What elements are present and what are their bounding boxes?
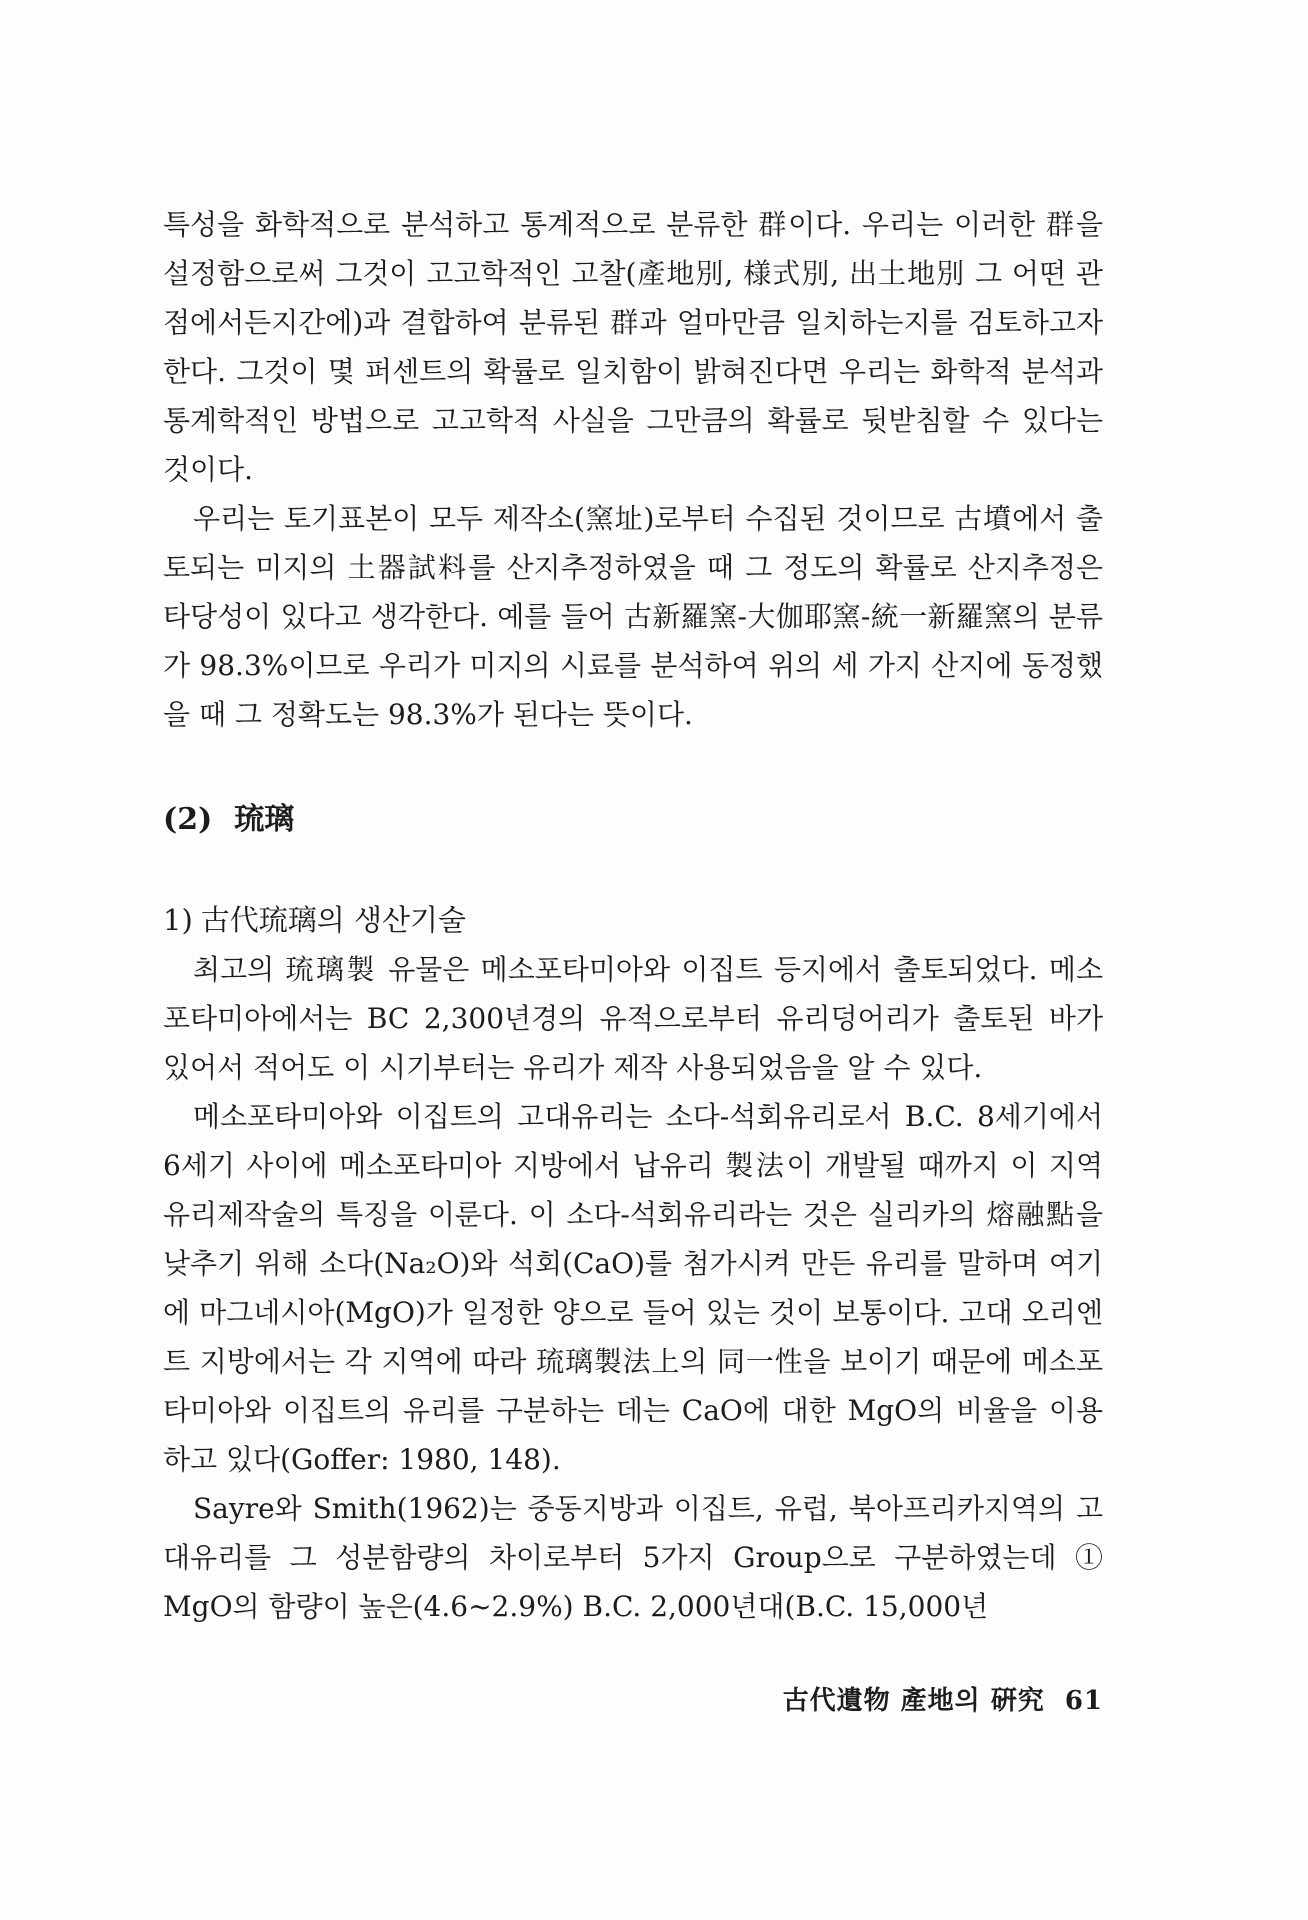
page-footer <box>783 1680 1103 1717</box>
paragraph-sayre-smith: Sayre와 Smith(1962)는 중동지방과 이집트, 유럽, 북아프리카지역의 고대유리를 그 성분함량의 차이로부터 5가지 Group으로 구분하였는데 ① MgO의 함량이 높은(4.6~2.9%) B.C. 2,000년대(B.C. 15,000년 <box>163 1492 1103 1623</box>
running-title: 古代遺物 產地의 硏究 <box>782 1686 1045 1716</box>
section-number: (2) <box>163 802 213 837</box>
paragraph-soda-lime-glass: 메소포타미아와 이집트의 고대유리는 소다-석회유리로서 B.C. 8세기에서 6세기 사이에 메소포타미아 지방에서 납유리 製法이 개발될 때까지 이 지역 유리제작술의 특징을 이룬다. 이 소다-석회유리라는 것은 실리카의 熔融點을 낮추기 위해 소다(Na₂O)와 석회(CaO)를 첨가시켜 만든 유리를 말하며 여기에 마그네시아(MgO)가 일정한 양으로 들어 있는 것이 보통이다. 고대 오리엔트 지방에서는 각 지역에 따라 琉璃製法上의 同一性을 보이기 때문에 메소포타미아와 이집트의 유리를 구분하는 데는 CaO에 대한 MgO의 비율을 이용하고 있다(Goffer: 1980, 148). <box>163 1100 1103 1476</box>
body-text <box>163 200 1103 1631</box>
paragraph-oldest-glass: 최고의 琉璃製 유물은 메소포타미아와 이집트 등지에서 출토되었다. 메소포타미아에서는 BC 2,300년경의 유적으로부터 유리덩어리가 출토된 바가 있어서 적어도 이 시기부터는 유리가 제작 사용되었음을 알 수 있다. <box>163 953 1103 1084</box>
section-title: 琉璃 <box>234 802 295 837</box>
subsection-number: 1) <box>163 903 193 937</box>
subsection-heading <box>163 896 1103 945</box>
paragraph-continuation: 특성을 화학적으로 분석하고 통계적으로 분류한 群이다. 우리는 이러한 群을 설정함으로써 그것이 고고학적인 고찰(產地別, 様式別, 出土地別 그 어떤 관점에서든지간에)과 결합하여 분류된 群과 얼마만큼 일치하는지를 검토하고자 한다. 그것이 몇 퍼센트의 확률로 일치함이 밝혀진다면 우리는 화학적 분석과 통계학적인 방법으로 고고학적 사실을 그만큼의 확률로 뒷받침할 수 있다는 것이다. <box>163 208 1103 486</box>
subsection-title: 古代琉璃의 생산기술 <box>200 903 467 937</box>
paragraph-provenance-accuracy: 우리는 토기표본이 모두 제작소(窯址)로부터 수집된 것이므로 古墳에서 출토되는 미지의 土器試料를 산지추정하였을 때 그 정도의 확률로 산지추정은 타당성이 있다고 생각한다. 예를 들어 古新羅窯-大伽耶窯-統一新羅窯의 분류가 98.3%이므로 우리가 미지의 시료를 분석하여 위의 세 가지 산지에 동정했을 때 그 정확도는 98.3%가 된다는 뜻이다. <box>163 502 1103 731</box>
section-heading <box>163 795 1103 844</box>
page-number: 61 <box>1064 1686 1103 1716</box>
